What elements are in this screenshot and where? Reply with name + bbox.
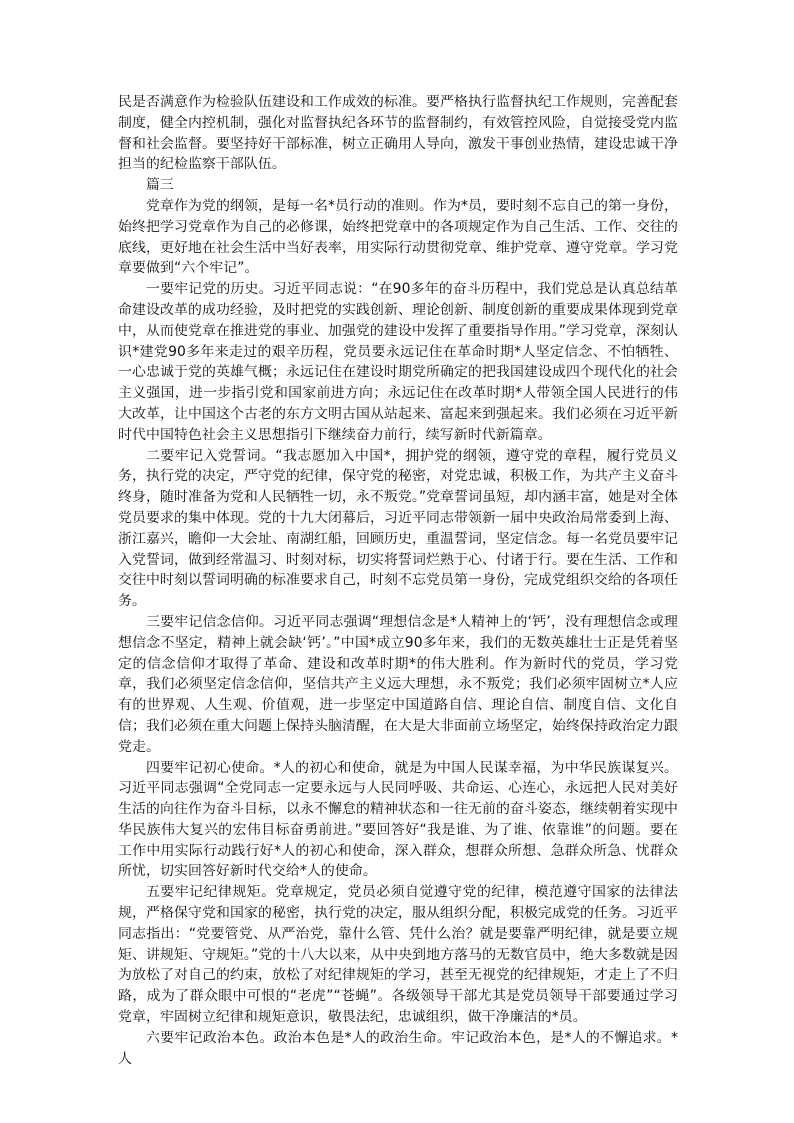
section-heading: 篇三 [146, 177, 174, 194]
paragraph-item-1: 一要牢记党的历史。习近平同志说：“在90多年的奋斗历程中，我们党总是认真总结革命建设改革的成功经验，及时把党的实践创新、理论创新、制度创新的重要成果体现到党章中，从而使党章在推进党的事业、加强党的建设中发挥了重要指导作用。”学习党章，深刻认识*建党90多年来走过的艰辛历程，党员要永远记住在革命时期*人坚定信念、不怕牺牲、一心忠诚于党的英雄气概；永远记住在建设时期党所确定的把我国建设成四个现代化的社会主义强国，进一步指引党和国家前进方向；永远记住在改革时期*人带领全国人民进行的伟大改革，让中国这个古老的东方文明古国从站起来、富起来到强起来。我们必须在习近平新时代中国特色社会主义思想指引下继续奋力前行，续写新时代新篇章。 [118, 281, 678, 443]
paragraph-item-3: 三要牢记信念信仰。习近平同志强调“理想信念是*人精神上的‘钙’，没有理想信念或理想信念不坚定，精神上就会缺‘钙’。”中国*成立90多年来，我们的无数英雄壮士正是凭着坚定的信念信仰才取得了革命、建设和改革时期*的伟大胜利。作为新时代的党员，学习党章，我们必须坚定信念信仰，坚信共产主义远大理想，永不叛党；我们必须牢固树立*人应有的世界观、人生观、价值观，进一步坚定中国道路自信、理论自信、制度自信、文化自信；我们必须在重大问题上保持头脑清醒，在大是大非面前立场坚定，始终保持政治定力跟党走。 [118, 613, 678, 755]
paragraph-item-4: 四要牢记初心使命。*人的初心和使命，就是为中国人民谋幸福，为中华民族谋复兴。习近平同志强调“全党同志一定要永远与人民同呼吸、共命运、心连心，永远把人民对美好生活的向往作为奋斗目标，以永不懈怠的精神状态和一往无前的奋斗姿态，继续朝着实现中华民族伟大复兴的宏伟目标奋勇前进。”要回答好“我是谁、为了谁、依靠谁”的问题。要在工作中用实际行动践行好*人的初心和使命，深入群众，想群众所想、急群众所急、忧群众所忧，切实回答好新时代交给*人的使命。 [118, 759, 678, 880]
paragraph-intro: 党章作为党的纲领，是每一名*员行动的准则。作为*员，要时刻不忘自己的第一身份，始终把学习党章作为自己的必修课，始终把党章中的各项规定作为自己生活、工作、交往的底线，更好地在社会生活中当好表率，用实际行动贯彻党章、维护党章、遵守党章。学习党章要做到“六个牢记”。 [118, 197, 678, 277]
paragraph-item-6: 六要牢记政治本色。政治本色是*人的政治生命。牢记政治本色，是*人的不懈追求。*人 [118, 1029, 678, 1067]
paragraph-item-2: 二要牢记入党誓词。“我志愿加入中国*，拥护党的纲领，遵守党的章程，履行党员义务，执行党的决定，严守党的纪律，保守党的秘密，对党忠诚，积极工作，为共产主义奋斗终身，随时准备为党和人民牺牲一切，永不叛党。”党章誓词虽短，却内涵丰富，她是对全体党员要求的集中体现。党的十九大闭幕后，习近平同志带领新一届中央政治局常委到上海、浙江嘉兴，瞻仰一大会址、南湖红船，回顾历史，重温誓词，坚定信念。每一名党员要牢记入党誓词，做到经常温习、时刻对标，切实将誓词烂熟于心、付诸于行。要在生活、工作和交往中时刻以誓词明确的标准要求自己，时刻不忘党员第一身份，完成党组织交给的各项任务。 [118, 447, 678, 610]
paragraph-item-5: 五要牢记纪律规矩。党章规定，党员必须自觉遵守党的纪律，模范遵守国家的法律法规，严格保守党和国家的秘密，执行党的决定，服从组织分配，积极完成党的任务。习近平同志指出：“党要管党、从严治党，靠什么管、凭什么治？就是要靠严明纪律，就是要立规矩、讲规矩、守规矩。”党的十八大以来，从中央到地方落马的无数官员中，绝大多数就是因为放松了对自己的约束，放松了对纪律规矩的学习，甚至无视党的纪律规矩，才走上了不归路，成为了群众眼中可恨的“老虎”“苍蝇”。各级领导干部尤其是党员领导干部要通过学习党章，牢固树立纪律和规矩意识，敬畏法纪，忠诚组织，做干净廉洁的*员。 [118, 884, 678, 1026]
document-page [118, 92, 678, 1069]
paragraph-continued: 民是否满意作为检验队伍建设和工作成效的标准。要严格执行监督执纪工作规则，完善配套制度，健全内控机制，强化对监督执纪各环节的监督制约，有效管控风险，自觉接受党内监督和社会监督。要坚持好干部标准，树立正确用人导向，激发干事创业热情，建设忠诚干净担当的纪检监察干部队伍。 [118, 94, 678, 173]
